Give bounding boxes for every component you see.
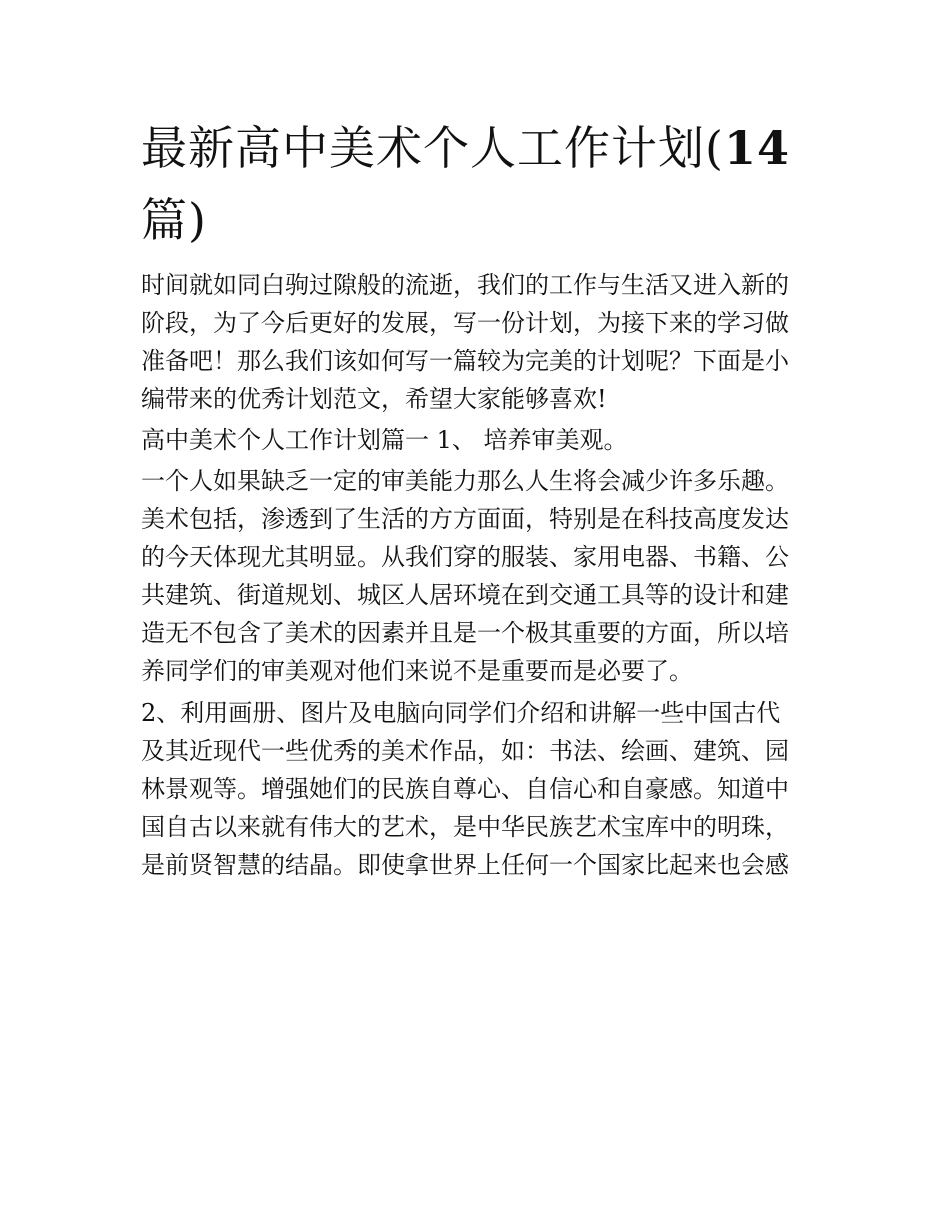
body-paragraph <box>141 694 813 884</box>
intro-paragraph <box>141 266 813 418</box>
text-line: 阶段，为了今后更好的发展，写一份计划，为接下来的学习做 <box>141 309 789 337</box>
title-text: 最新高中美术个人工作计划( <box>141 121 724 175</box>
document-title <box>141 112 813 256</box>
text-line: 造无不包含了美术的因素并且是一个极其重要的方面，所以培 <box>141 619 789 647</box>
title-count: 14 <box>723 121 790 175</box>
text-line: 时间就如同白驹过隙般的流逝，我们的工作与生活又进入新的 <box>141 271 789 299</box>
title-spacer <box>141 256 813 266</box>
title-text-line2: 篇) <box>141 193 207 247</box>
section-heading <box>141 421 813 459</box>
text-line: 准备吧！那么我们该如何写一篇较为完美的计划呢？下面是小 <box>141 347 789 375</box>
text-line: 是前贤智慧的结晶。即使拿世界上任何一个国家比起来也会感 <box>141 851 789 879</box>
text-line: 高中美术个人工作计划篇一 1、 培养审美观。 <box>141 426 628 454</box>
text-line: 美术包括，渗透到了生活的方方面面，特别是在科技高度发达 <box>141 505 789 533</box>
text-line: 及其近现代一些优秀的美术作品，如：书法、绘画、建筑、园 <box>141 737 789 765</box>
body-paragraph <box>141 462 813 690</box>
text-line: 国自古以来就有伟大的艺术，是中华民族艺术宝库中的明珠， <box>141 813 789 841</box>
text-line: 2、利用画册、图片及电脑向同学们介绍和讲解一些中国古代 <box>141 699 781 727</box>
text-line: 共建筑、街道规划、城区人居环境在到交通工具等的设计和建 <box>141 581 789 609</box>
text-line: 的今天体现尤其明显。从我们穿的服装、家用电器、书籍、公 <box>141 543 789 571</box>
document-body <box>141 112 813 884</box>
text-line: 编带来的优秀计划范文，希望大家能够喜欢! <box>141 385 607 413</box>
text-line: 养同学们的审美观对他们来说不是重要而是必要了。 <box>141 657 693 685</box>
text-line: 一个人如果缺乏一定的审美能力那么人生将会减少许多乐趣。 <box>141 467 789 495</box>
text-line: 林景观等。增强她们的民族自尊心、自信心和自豪感。知道中 <box>141 775 789 803</box>
